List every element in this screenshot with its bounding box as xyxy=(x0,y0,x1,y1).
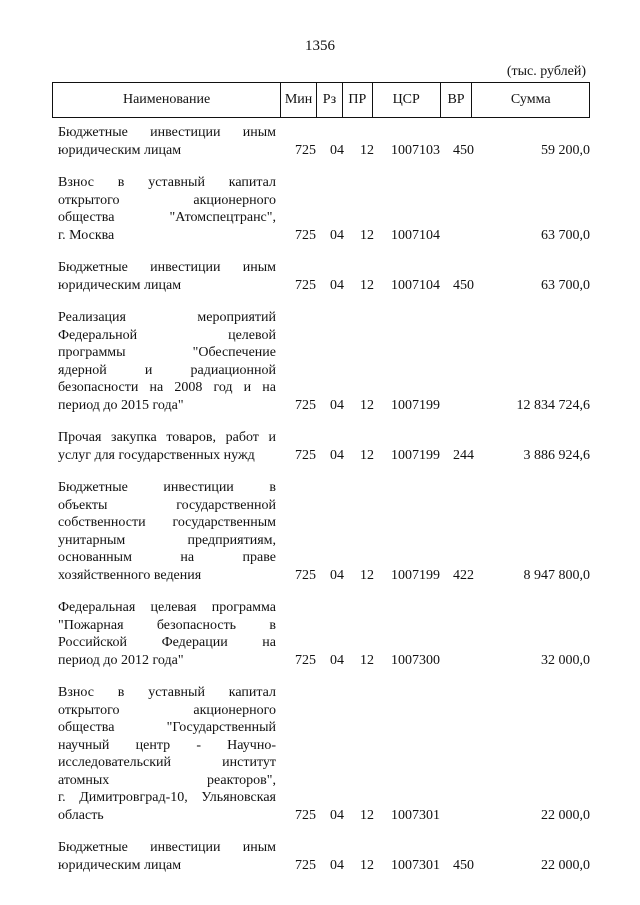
row-name-line: открытого акционерного xyxy=(58,192,276,208)
row-name-line: Взнос в уставный капитал xyxy=(58,685,276,700)
row-min: 725 xyxy=(295,567,316,583)
row-name xyxy=(58,839,276,874)
row-csr: 1007104 xyxy=(391,227,440,243)
row-pr: 12 xyxy=(360,652,374,668)
column-header-pr: ПР xyxy=(342,83,372,117)
row-name-line: Реализация мероприятий xyxy=(58,310,276,325)
row-sum: 32 000,0 xyxy=(541,652,590,668)
row-name-line: Прочая закупка товаров, работ и xyxy=(58,430,276,445)
row-rz: 04 xyxy=(330,397,344,413)
row-name-line: общества "Государственный xyxy=(58,720,276,735)
row-name-line: область xyxy=(58,807,104,823)
row-vr: 450 xyxy=(453,857,474,873)
row-name-line: программы "Обеспечение xyxy=(58,345,276,360)
row-rz: 04 xyxy=(330,652,344,668)
row-name-line: г. Москва xyxy=(58,227,115,243)
row-csr: 1007199 xyxy=(391,447,440,463)
row-name-line: период до 2015 года" xyxy=(58,397,184,413)
row-name xyxy=(58,124,276,159)
table-row xyxy=(58,429,590,464)
row-rz: 04 xyxy=(330,567,344,583)
row-name-line: "Пожарная безопасность в xyxy=(58,617,276,633)
row-pr: 12 xyxy=(360,447,374,463)
row-csr: 1007301 xyxy=(391,807,440,823)
row-name xyxy=(58,479,276,584)
row-rz: 04 xyxy=(330,807,344,823)
table-body xyxy=(58,124,590,889)
row-name xyxy=(58,599,276,669)
table-row xyxy=(58,479,590,584)
row-name-line: юридическим лицам xyxy=(58,142,182,158)
table-row xyxy=(58,599,590,669)
row-pr: 12 xyxy=(360,277,374,293)
row-name-line: безопасности на 2008 год и на xyxy=(58,380,276,395)
row-sum: 63 700,0 xyxy=(541,277,590,293)
table-row xyxy=(58,684,590,824)
row-pr: 12 xyxy=(360,227,374,243)
row-vr: 450 xyxy=(453,277,474,293)
row-name-line: г. Димитровград-10, Ульяновская xyxy=(58,790,276,805)
row-vr: 450 xyxy=(453,142,474,158)
column-header-sum: Сумма xyxy=(471,83,589,117)
row-min: 725 xyxy=(295,447,316,463)
row-min: 725 xyxy=(295,857,316,873)
row-csr: 1007199 xyxy=(391,397,440,413)
table-row xyxy=(58,124,590,159)
column-header-name: Наименование xyxy=(122,92,211,107)
row-name-line: унитарным предприятиям, xyxy=(58,532,276,548)
row-pr: 12 xyxy=(360,857,374,873)
row-name-line: услуг для государственных нужд xyxy=(58,447,255,463)
row-pr: 12 xyxy=(360,807,374,823)
row-min: 725 xyxy=(295,227,316,243)
row-sum: 22 000,0 xyxy=(541,857,590,873)
row-min: 725 xyxy=(295,652,316,668)
table-row xyxy=(58,174,590,244)
row-sum: 22 000,0 xyxy=(541,807,590,823)
row-rz: 04 xyxy=(330,142,344,158)
row-name-line: открытого акционерного xyxy=(58,702,276,718)
row-name-line: Российской Федерации на xyxy=(58,635,276,650)
table-row xyxy=(58,839,590,874)
units-label: (тыс. рублей) xyxy=(506,64,586,79)
row-name-line: общества "Атомспецтранс", xyxy=(58,210,276,225)
row-rz: 04 xyxy=(330,447,344,463)
column-header-csr: ЦСР xyxy=(372,83,440,117)
row-min: 725 xyxy=(295,397,316,413)
row-csr: 1007300 xyxy=(391,652,440,668)
row-csr: 1007301 xyxy=(391,857,440,873)
row-rz: 04 xyxy=(330,857,344,873)
column-header-rz: Рз xyxy=(316,83,342,117)
row-pr: 12 xyxy=(360,142,374,158)
row-pr: 12 xyxy=(360,567,374,583)
row-rz: 04 xyxy=(330,227,344,243)
row-csr: 1007104 xyxy=(391,277,440,293)
row-name-line: Федеральная целевая программа xyxy=(58,600,276,615)
row-min: 725 xyxy=(295,277,316,293)
row-min: 725 xyxy=(295,142,316,158)
row-name-line: основанным на праве xyxy=(58,550,276,565)
row-name-line: юридическим лицам xyxy=(58,857,182,873)
column-header-vr: ВР xyxy=(440,83,472,117)
row-name-line: Бюджетные инвестиции в xyxy=(58,480,276,495)
row-name-line: объекты государственной xyxy=(58,497,276,513)
page-number: 1356 xyxy=(305,38,335,54)
row-name-line: ядерной и радиационной xyxy=(58,362,276,378)
row-min: 725 xyxy=(295,807,316,823)
row-sum: 59 200,0 xyxy=(541,142,590,158)
row-name-line: атомных реакторов", xyxy=(58,772,276,788)
row-sum: 3 886 924,6 xyxy=(523,447,590,463)
row-csr: 1007199 xyxy=(391,567,440,583)
row-name-line: Бюджетные инвестиции иным xyxy=(58,840,276,855)
row-name xyxy=(58,309,276,414)
row-vr: 422 xyxy=(453,567,474,583)
row-name-line: Бюджетные инвестиции иным xyxy=(58,125,276,140)
table-row xyxy=(58,259,590,294)
row-vr: 244 xyxy=(453,447,474,463)
row-name-line: собственности государственным xyxy=(58,515,276,530)
row-csr: 1007103 xyxy=(391,142,440,158)
column-header-min: Мин xyxy=(280,83,316,117)
row-name-line: период до 2012 года" xyxy=(58,652,184,668)
row-pr: 12 xyxy=(360,397,374,413)
row-name-line: юридическим лицам xyxy=(58,277,182,293)
row-name-line: научный центр - Научно- xyxy=(58,737,276,753)
row-name xyxy=(58,259,276,294)
row-name-line: Федеральной целевой xyxy=(58,327,276,343)
row-name-line: Бюджетные инвестиции иным xyxy=(58,260,276,275)
row-rz: 04 xyxy=(330,277,344,293)
table-header xyxy=(52,82,590,118)
row-sum: 12 834 724,6 xyxy=(516,397,590,413)
row-name xyxy=(58,174,276,244)
row-name xyxy=(58,429,276,464)
table-row xyxy=(58,309,590,414)
row-sum: 8 947 800,0 xyxy=(523,567,590,583)
row-name-line: исследовательский институт xyxy=(58,755,276,770)
row-sum: 63 700,0 xyxy=(541,227,590,243)
row-name xyxy=(58,684,276,824)
row-name-line: хозяйственного ведения xyxy=(58,567,202,583)
row-name-line: Взнос в уставный капитал xyxy=(58,175,276,190)
